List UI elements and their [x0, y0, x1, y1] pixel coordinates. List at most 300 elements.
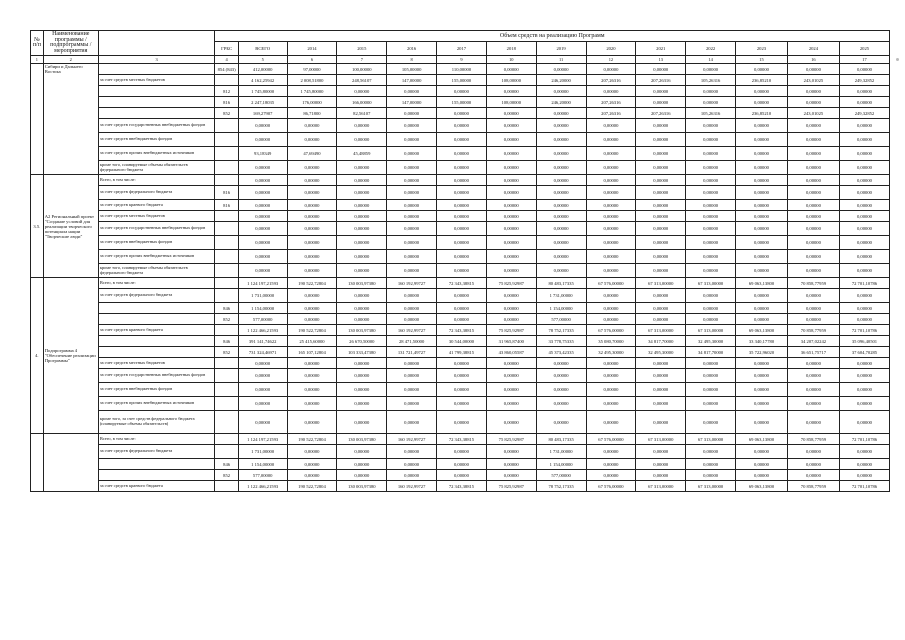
year-value: 35 096,40501	[839, 336, 889, 347]
year-value: 0,00000	[686, 64, 736, 75]
year-value: 0,00000	[787, 186, 839, 200]
year-value: 0,00000	[387, 289, 437, 303]
table-row	[31, 347, 890, 358]
total-value: 0,00000	[238, 397, 287, 411]
year-value: 190 522,72804	[287, 481, 337, 492]
funding-source: за счет средств внебюджетных фондов	[98, 133, 215, 147]
year-value: 0,00000	[636, 369, 686, 383]
year-value: 0,00000	[536, 175, 586, 186]
header-year: 2019	[536, 42, 586, 56]
year-value: 0,00000	[839, 161, 889, 175]
total-value: 0,00000	[238, 211, 287, 222]
year-value: 0,00000	[287, 222, 337, 236]
funding-source: Всего, в том числе:	[98, 278, 215, 289]
year-value: 0,00000	[437, 250, 487, 264]
year-value: 0,00000	[839, 411, 889, 434]
funding-source: за счет средств краевого бюджета	[98, 325, 215, 336]
year-value: 0,00000	[536, 64, 586, 75]
year-value: 0,00000	[387, 108, 437, 119]
header-year: 2017	[437, 42, 487, 56]
year-value: 25 415,60000	[287, 336, 337, 347]
year-value: 0,00000	[486, 119, 536, 133]
header-num: № п/п	[31, 31, 44, 56]
year-value: 207,26316	[636, 75, 686, 86]
header-col-index: 6	[287, 56, 337, 64]
year-value: 0,00000	[486, 64, 536, 75]
section-name: А2 Региональный проект "Создание условий для реализации творческого потенциала нации "Творческие люди"	[43, 175, 98, 278]
total-value: 1 745,80000	[238, 86, 287, 97]
year-value: 0,00000	[736, 175, 788, 186]
year-value: 0,00000	[636, 383, 686, 397]
total-value: 1 122 466,21593	[238, 481, 287, 492]
grbs-code: 852	[215, 108, 238, 119]
total-value: 169,27907	[238, 108, 287, 119]
year-value: 0,00000	[686, 133, 736, 147]
total-value: 0,00000	[238, 264, 287, 278]
year-value: 0,00000	[287, 383, 337, 397]
year-value: 0,00000	[387, 161, 437, 175]
funding-source: кроме того, планируемые объемы обязательств федерального бюджета	[98, 161, 215, 175]
section-number: 3.5.	[31, 175, 44, 278]
year-value: 103 333,47380	[337, 347, 387, 358]
year-value: 0,00000	[486, 411, 536, 434]
total-value: 4 162,25942	[238, 75, 287, 86]
year-value: 160 192,99727	[387, 434, 437, 445]
year-value: 0,00000	[736, 445, 788, 459]
year-value: 0,00000	[686, 250, 736, 264]
year-value: 0,00000	[839, 133, 889, 147]
header-year: 2020	[586, 42, 636, 56]
year-value: 41 799,38815	[437, 347, 487, 358]
year-value: 0,00000	[536, 222, 586, 236]
year-value: 0,00000	[387, 133, 437, 147]
year-value: 0,00000	[486, 222, 536, 236]
section-name: Подпрограмма 4 "Обеспечение реализации Программы"	[43, 278, 98, 434]
year-value: 243,01025	[787, 108, 839, 119]
year-value: 0,00000	[337, 369, 387, 383]
year-value: 160 192,99727	[387, 325, 437, 336]
year-value: 0,00000	[586, 459, 636, 470]
year-value: 207,26316	[586, 75, 636, 86]
year-value: 86,71800	[287, 108, 337, 119]
header-col-index: 4	[215, 56, 238, 64]
year-value: 0,00000	[839, 470, 889, 481]
year-value: 0,00000	[636, 289, 686, 303]
year-value: 0,00000	[337, 264, 387, 278]
year-value: 0,00000	[787, 97, 839, 108]
year-value: 0,00000	[787, 147, 839, 161]
year-value: 190 522,72804	[287, 278, 337, 289]
section-number	[31, 434, 44, 492]
year-value: 0,00000	[437, 445, 487, 459]
grbs-code: 816	[215, 97, 238, 108]
year-value: 0,00000	[536, 411, 586, 434]
year-value: 0,00000	[736, 97, 788, 108]
year-value: 0,00000	[686, 147, 736, 161]
year-value: 0,00000	[287, 236, 337, 250]
total-value: 1 154,00000	[238, 303, 287, 314]
year-value: 0,00000	[287, 264, 337, 278]
total-value: 0,00000	[238, 250, 287, 264]
year-value: 0,00000	[586, 383, 636, 397]
year-value: 0,00000	[787, 358, 839, 369]
year-value: 0,00000	[787, 411, 839, 434]
year-value: 0,00000	[787, 175, 839, 186]
header-index-row	[31, 56, 890, 64]
year-value: 0,00000	[787, 86, 839, 97]
year-value: 1 154,00000	[536, 303, 586, 314]
table-row	[31, 303, 890, 314]
year-value: 0,00000	[387, 445, 437, 459]
year-value: 0,00000	[536, 86, 586, 97]
year-value: 72 343,38815	[437, 434, 487, 445]
total-value: 577,00000	[238, 470, 287, 481]
year-value: 0,00000	[486, 186, 536, 200]
year-value: 0,00000	[337, 289, 387, 303]
header-col-index: 8	[387, 56, 437, 64]
table-row	[31, 397, 890, 411]
year-value: 0,00000	[787, 133, 839, 147]
year-value: 0,00000	[787, 470, 839, 481]
table-row	[31, 459, 890, 470]
year-value: 34 817,70000	[636, 336, 686, 347]
section-name	[43, 434, 98, 492]
table-row	[31, 325, 890, 336]
year-value: 0,00000	[337, 314, 387, 325]
year-value: 0,00000	[437, 303, 487, 314]
year-value: 0,00000	[337, 175, 387, 186]
year-value: 67 576,00000	[586, 434, 636, 445]
year-value: 0,00000	[486, 358, 536, 369]
year-value: 0,00000	[586, 470, 636, 481]
grbs-code	[215, 175, 238, 186]
table-row	[31, 119, 890, 133]
total-value: 0,00000	[238, 161, 287, 175]
year-value: 0,00000	[839, 97, 889, 108]
year-value: 0,00000	[636, 358, 686, 369]
year-value: 0,00000	[636, 211, 686, 222]
year-value: 32 495,30000	[636, 347, 686, 358]
year-value: 0,00000	[337, 445, 387, 459]
total-value: 0,00000	[238, 369, 287, 383]
year-value: 0,00000	[636, 200, 686, 211]
year-value: 0,00000	[586, 147, 636, 161]
year-value: 0,00000	[636, 161, 686, 175]
year-value: 43 860,05587	[486, 347, 536, 358]
year-value: 0,00000	[486, 161, 536, 175]
year-value: 0,00000	[437, 397, 487, 411]
year-value: 82,56107	[337, 108, 387, 119]
year-value: 0,00000	[787, 264, 839, 278]
funding-source	[98, 86, 215, 97]
year-value: 0,00000	[387, 470, 437, 481]
grbs-code	[215, 264, 238, 278]
year-value: 0,00000	[437, 222, 487, 236]
year-value: 75 825,92987	[486, 278, 536, 289]
year-value: 0,00000	[337, 222, 387, 236]
year-value: 0,00000	[387, 119, 437, 133]
year-value: 0,00000	[486, 289, 536, 303]
grbs-code	[215, 133, 238, 147]
year-value: 67 313,00000	[686, 278, 736, 289]
year-value: 0,00000	[437, 411, 487, 434]
grbs-code	[215, 278, 238, 289]
year-value: 0,00000	[636, 186, 686, 200]
section-name: Сибири и Дальнего Востока	[43, 64, 98, 175]
year-value: 0,00000	[337, 186, 387, 200]
year-value: 0,00000	[287, 211, 337, 222]
header-col-index: 12	[586, 56, 636, 64]
year-value: 155,00000	[437, 75, 487, 86]
year-value: 0,00000	[437, 369, 487, 383]
year-value: 34 207,02242	[787, 336, 839, 347]
year-value: 0,00000	[437, 133, 487, 147]
year-value: 80 483,17335	[536, 278, 586, 289]
table-row	[31, 200, 890, 211]
header-volume: Объем средств на реализацию Программ	[215, 31, 890, 42]
year-value: 37 604,70285	[839, 347, 889, 358]
funding-source: за счет средств федерального бюджета	[98, 186, 215, 200]
table-row	[31, 445, 890, 459]
year-value: 0,00000	[787, 161, 839, 175]
year-value: 0,00000	[337, 133, 387, 147]
funding-source: за счет средств местных бюджетов	[98, 358, 215, 369]
grbs-code	[215, 397, 238, 411]
year-value: 0,00000	[437, 459, 487, 470]
year-value: 0,00000	[337, 250, 387, 264]
year-value: 0,00000	[636, 222, 686, 236]
year-value: 110,00000	[437, 64, 487, 75]
year-value: 130 003,97380	[337, 481, 387, 492]
year-value: 78 752,17335	[536, 325, 586, 336]
funding-source	[98, 108, 215, 119]
year-value: 0,00000	[586, 358, 636, 369]
total-value: 1 154,00000	[238, 459, 287, 470]
grbs-code	[215, 358, 238, 369]
total-value: 731 324,46971	[238, 347, 287, 358]
year-value: 0,00000	[586, 445, 636, 459]
year-value: 0,00000	[736, 200, 788, 211]
grbs-code	[215, 369, 238, 383]
year-value: 0,00000	[536, 383, 586, 397]
year-value: 0,00000	[287, 186, 337, 200]
year-value: 0,00000	[736, 264, 788, 278]
year-value: 0,00000	[736, 236, 788, 250]
header-col-index: 9	[437, 56, 487, 64]
table-row	[31, 289, 890, 303]
header-year: 2024	[787, 42, 839, 56]
grbs-code: 816	[215, 186, 238, 200]
year-value: 0,00000	[636, 264, 686, 278]
section-number: 4.	[31, 278, 44, 434]
year-value: 0,00000	[839, 358, 889, 369]
table-row	[31, 264, 890, 278]
year-value: 35 722,96020	[736, 347, 788, 358]
year-value: 0,00000	[437, 358, 487, 369]
funding-source	[98, 314, 215, 325]
grbs-code	[215, 161, 238, 175]
year-value: 78 752,17335	[536, 481, 586, 492]
year-value: 69 063,13800	[736, 325, 788, 336]
year-value: 0,00000	[287, 358, 337, 369]
year-value: 0,00000	[736, 459, 788, 470]
year-value: 0,00000	[686, 97, 736, 108]
table-body	[31, 31, 890, 492]
header-name: Наименование программы / подпрограммы / мероприятия	[43, 31, 98, 56]
year-value: 0,00000	[287, 133, 337, 147]
year-value: 75 825,92987	[486, 481, 536, 492]
header-grbs: ГРБС	[215, 42, 238, 56]
year-value: 0,00000	[736, 369, 788, 383]
year-value: 176,00000	[287, 97, 337, 108]
year-value: 0,00000	[839, 250, 889, 264]
funding-source: кроме того, за счет средств федерального бюджета (планируемые объемы обязательств)	[98, 411, 215, 434]
grbs-code	[215, 411, 238, 434]
year-value: 0,00000	[736, 133, 788, 147]
year-value: 0,00000	[686, 222, 736, 236]
year-value: 0,00000	[387, 303, 437, 314]
header-total: ВСЕГО	[238, 42, 287, 56]
year-value: 0,00000	[437, 383, 487, 397]
year-value: 0,00000	[387, 147, 437, 161]
year-value: 0,00000	[686, 161, 736, 175]
year-value: 0,00000	[686, 264, 736, 278]
year-value: 0,00000	[839, 459, 889, 470]
year-value: 0,00000	[839, 236, 889, 250]
table-row	[31, 358, 890, 369]
year-value: 160 192,99727	[387, 481, 437, 492]
year-value: 0,00000	[586, 161, 636, 175]
year-value: 45,48859	[337, 147, 387, 161]
grbs-code	[215, 250, 238, 264]
total-value: 0,00000	[238, 200, 287, 211]
year-value: 236,85210	[736, 75, 788, 86]
grbs-code	[215, 383, 238, 397]
year-value: 0,00000	[736, 383, 788, 397]
year-value: 147,00000	[387, 75, 437, 86]
year-value: 0,00000	[839, 264, 889, 278]
year-value: 0,00000	[486, 236, 536, 250]
year-value: 0,00000	[387, 369, 437, 383]
year-value: 0,00000	[636, 303, 686, 314]
year-value: 0,00000	[636, 445, 686, 459]
year-value: 0,00000	[337, 211, 387, 222]
year-value: 0,00000	[787, 119, 839, 133]
year-value: 0,00000	[437, 470, 487, 481]
year-value: 0,00000	[337, 236, 387, 250]
year-value: 0,00000	[586, 175, 636, 186]
year-value: 0,00000	[536, 186, 586, 200]
total-value: 0,00000	[238, 236, 287, 250]
year-value: 0,00000	[486, 86, 536, 97]
year-value: 0,00000	[387, 200, 437, 211]
table-row	[31, 64, 890, 75]
total-value: 1 731,00000	[238, 289, 287, 303]
year-value: 0,00000	[387, 397, 437, 411]
grbs-code	[215, 481, 238, 492]
year-value: 0,00000	[736, 397, 788, 411]
total-value: 1 731,00000	[238, 445, 287, 459]
total-value: 0,00000	[238, 133, 287, 147]
grbs-code	[215, 434, 238, 445]
year-value: 0,00000	[686, 86, 736, 97]
year-value: 72 343,38815	[437, 481, 487, 492]
header-year: 2014	[287, 42, 337, 56]
funding-source	[98, 64, 215, 75]
year-value: 0,00000	[486, 397, 536, 411]
year-value: 0,00000	[287, 369, 337, 383]
funding-source: за счет средств прочих внебюджетных источников	[98, 147, 215, 161]
year-value: 70 858,77959	[787, 325, 839, 336]
year-value: 0,00000	[686, 459, 736, 470]
year-value: 190 522,72804	[287, 434, 337, 445]
funding-source: за счет средств государственных внебюджетных фондов	[98, 369, 215, 383]
year-value: 0,00000	[536, 119, 586, 133]
year-value: 0,00000	[636, 175, 686, 186]
year-value: 67 313,00000	[636, 434, 686, 445]
total-value: 0,00000	[238, 411, 287, 434]
year-value: 1 745,80000	[287, 86, 337, 97]
year-value: 0,00000	[839, 200, 889, 211]
year-value: 0,00000	[839, 186, 889, 200]
grbs-code	[215, 147, 238, 161]
year-value: 0,00000	[486, 445, 536, 459]
year-value: 190 522,72804	[287, 325, 337, 336]
year-value: 0,00000	[736, 303, 788, 314]
table-row	[31, 133, 890, 147]
year-value: 0,00000	[586, 397, 636, 411]
total-value: 391 141,74622	[238, 336, 287, 347]
year-value: 32 495,30000	[686, 336, 736, 347]
year-value: 0,00000	[536, 108, 586, 119]
year-value: 67 313,00000	[636, 278, 686, 289]
year-value: 165 107,12804	[287, 347, 337, 358]
year-value: 0,00000	[536, 161, 586, 175]
year-value: 0,00000	[736, 64, 788, 75]
year-value: 0,00000	[787, 397, 839, 411]
table-row	[31, 211, 890, 222]
year-value: 0,00000	[437, 289, 487, 303]
year-value: 45 373,42335	[536, 347, 586, 358]
year-value: 0,00000	[387, 211, 437, 222]
year-value: 0,00000	[787, 289, 839, 303]
year-value: 2 008,51800	[287, 75, 337, 86]
header-col-index: 11	[536, 56, 586, 64]
year-value: 0,00000	[337, 358, 387, 369]
total-value: 412,00000	[238, 64, 287, 75]
table-row	[31, 314, 890, 325]
scan-speck	[896, 58, 899, 61]
table-row	[31, 186, 890, 200]
funding-source	[98, 336, 215, 347]
year-value: 0,00000	[536, 397, 586, 411]
year-value: 577,00000	[536, 470, 586, 481]
year-value: 0,00000	[437, 175, 487, 186]
year-value: 0,00000	[486, 369, 536, 383]
year-value: 0,00000	[586, 314, 636, 325]
year-value: 0,00000	[387, 411, 437, 434]
year-value: 0,00000	[486, 200, 536, 211]
table-row	[31, 434, 890, 445]
year-value: 0,00000	[536, 358, 586, 369]
year-value: 0,00000	[736, 470, 788, 481]
year-value: 0,00000	[586, 64, 636, 75]
year-value: 75 825,92987	[486, 325, 536, 336]
year-value: 207,26316	[636, 108, 686, 119]
year-value: 0,00000	[787, 211, 839, 222]
year-value: 0,00000	[636, 459, 686, 470]
total-value: 0,00000	[238, 358, 287, 369]
